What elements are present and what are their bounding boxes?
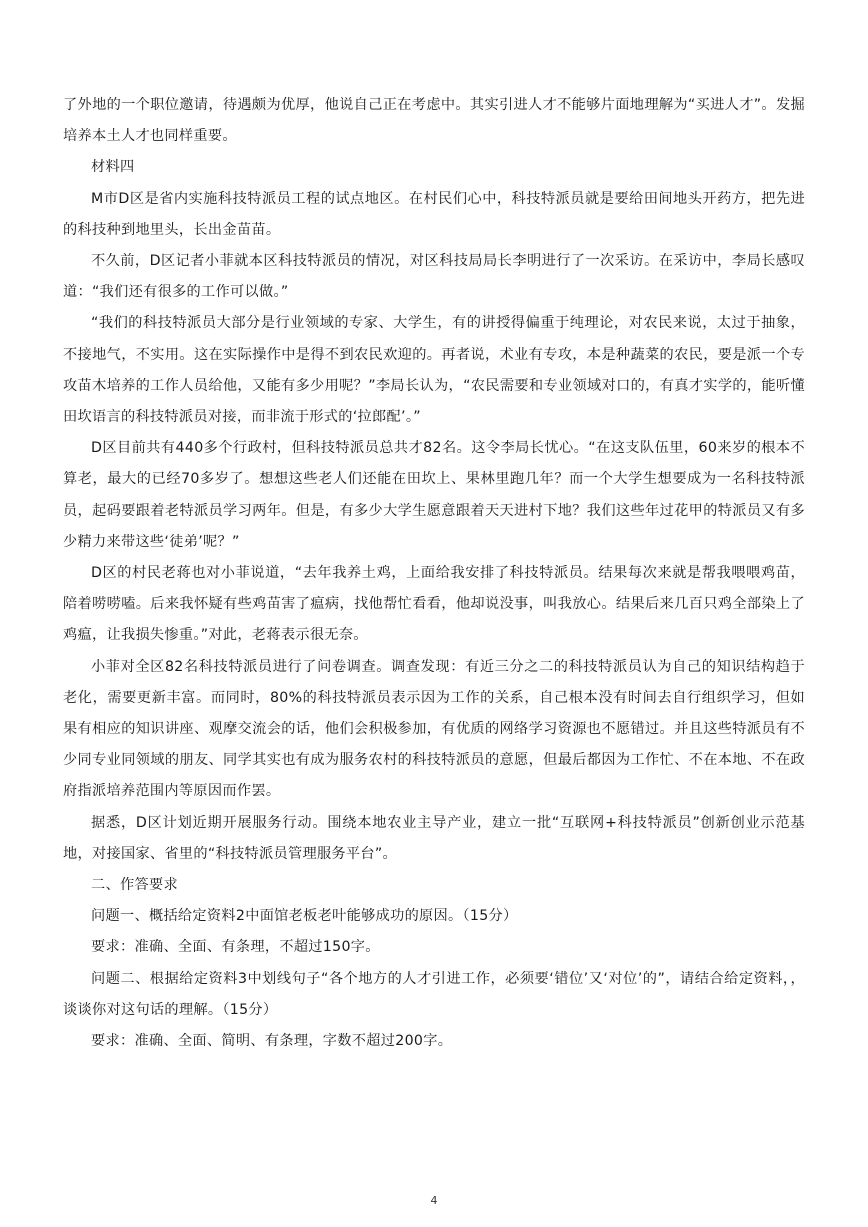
paragraph: D区的村民老蒋也对小菲说道，“去年我养土鸡，上面给我安排了科技特派员。结果每次来就是帮我喂喂鸡苗，陪着唠唠嗑。后来我怀疑有些鸡苗害了瘟病，找他帮忙看看，他却说没事，叫我放心。结果后来几百只鸡全部染上了鸡瘟，让我损失惨重。”对此，老蒋表示很无奈。 <box>63 565 805 644</box>
page-number: 4 <box>430 1194 438 1207</box>
paragraph: M市D区是省内实施科技特派员工程的试点地区。在村民们心中，科技特派员就是要给田间地头开药方，把先进的科技种到地里头，长出金苗苗。 <box>63 190 805 238</box>
question-2: 问题二、根据给定资料3中划线句子“各个地方的人才引进工作，必须要‘错位’又‘对位’的”，请结合给定资料，，谈谈你对这句话的理解。（15分） <box>63 970 805 1018</box>
section-heading-material-4: 材料四 <box>91 159 135 176</box>
paragraph: 据悉，D区计划近期开展服务行动。围绕本地农业主导产业，建立一批“互联网+科技特派员”创新创业示范基地，对接国家、省里的“科技特派员管理服务平台”。 <box>63 814 805 862</box>
paragraph: 了外地的一个职位邀请，待遇颇为优厚，他说自己正在考虑中。其实引进人才不能够片面地理解为“买进人才”。发掘培养本土人才也同样重要。 <box>63 97 805 145</box>
paragraph: 小菲对全区82名科技特派员进行了问卷调查。调查发现：有近三分之二的科技特派员认为自己的知识结构趋于老化，需要更新丰富。而同时，80%的科技特派员表示因为工作的关系，自己根本没有时间去自行组织学习，但如果有相应的知识讲座、观摩交流会的话，他们会积极参加，有优质的网络学习资源也不愿错过。并且这些特派员有不少同专业同领域的朋友、同学其实也有成为服务农村的科技特派员的意愿，但最后都因为工作忙、不在本地、不在政府指派培养范围内等原因而作罢。 <box>63 658 805 800</box>
question-1-requirement: 要求：准确、全面、有条理，不超过150字。 <box>91 939 380 956</box>
paragraph: “我们的科技特派员大部分是行业领域的专家、大学生，有的讲授得偏重于纯理论，对农民来说，太过于抽象，不接地气，不实用。这在实际操作中是得不到农民欢迎的。再者说，术业有专攻，本是种蔬菜的农民，要是派一个专攻苗木培养的工作人员给他，又能有多少用呢？”李局长认为，“农民需要和专业领域对口的，有真才实学的，能听懂田坎语言的科技特派员对接，而非流于形式的‘拉郎配’。” <box>63 315 805 426</box>
document-body <box>63 90 805 1057</box>
question-2-requirement: 要求：准确、全面、简明、有条理，字数不超过200字。 <box>91 1033 453 1050</box>
section-heading-requirements: 二、作答要求 <box>91 877 178 894</box>
paragraph: 不久前，D区记者小菲就本区科技特派员的情况，对区科技局局长李明进行了一次采访。在采访中，李局长感叹道：“我们还有很多的工作可以做。” <box>63 253 805 301</box>
paragraph: D区目前共有440多个行政村，但科技特派员总共才82名。这令李局长忧心。“在这支队伍里，60来岁的根本不算老，最大的已经70多岁了。想想这些老人们还能在田坎上、果林里跑几年？而一个大学生想要成为一名科技特派员，起码要跟着老特派员学习两年。但是，有多少大学生愿意跟着天天进村下地？我们这些年过花甲的特派员又有多少精力来带这些‘徒弟’呢？” <box>63 440 805 550</box>
question-1: 问题一、概括给定资料2中面馆老板老叶能够成功的原因。（15分） <box>91 908 518 925</box>
